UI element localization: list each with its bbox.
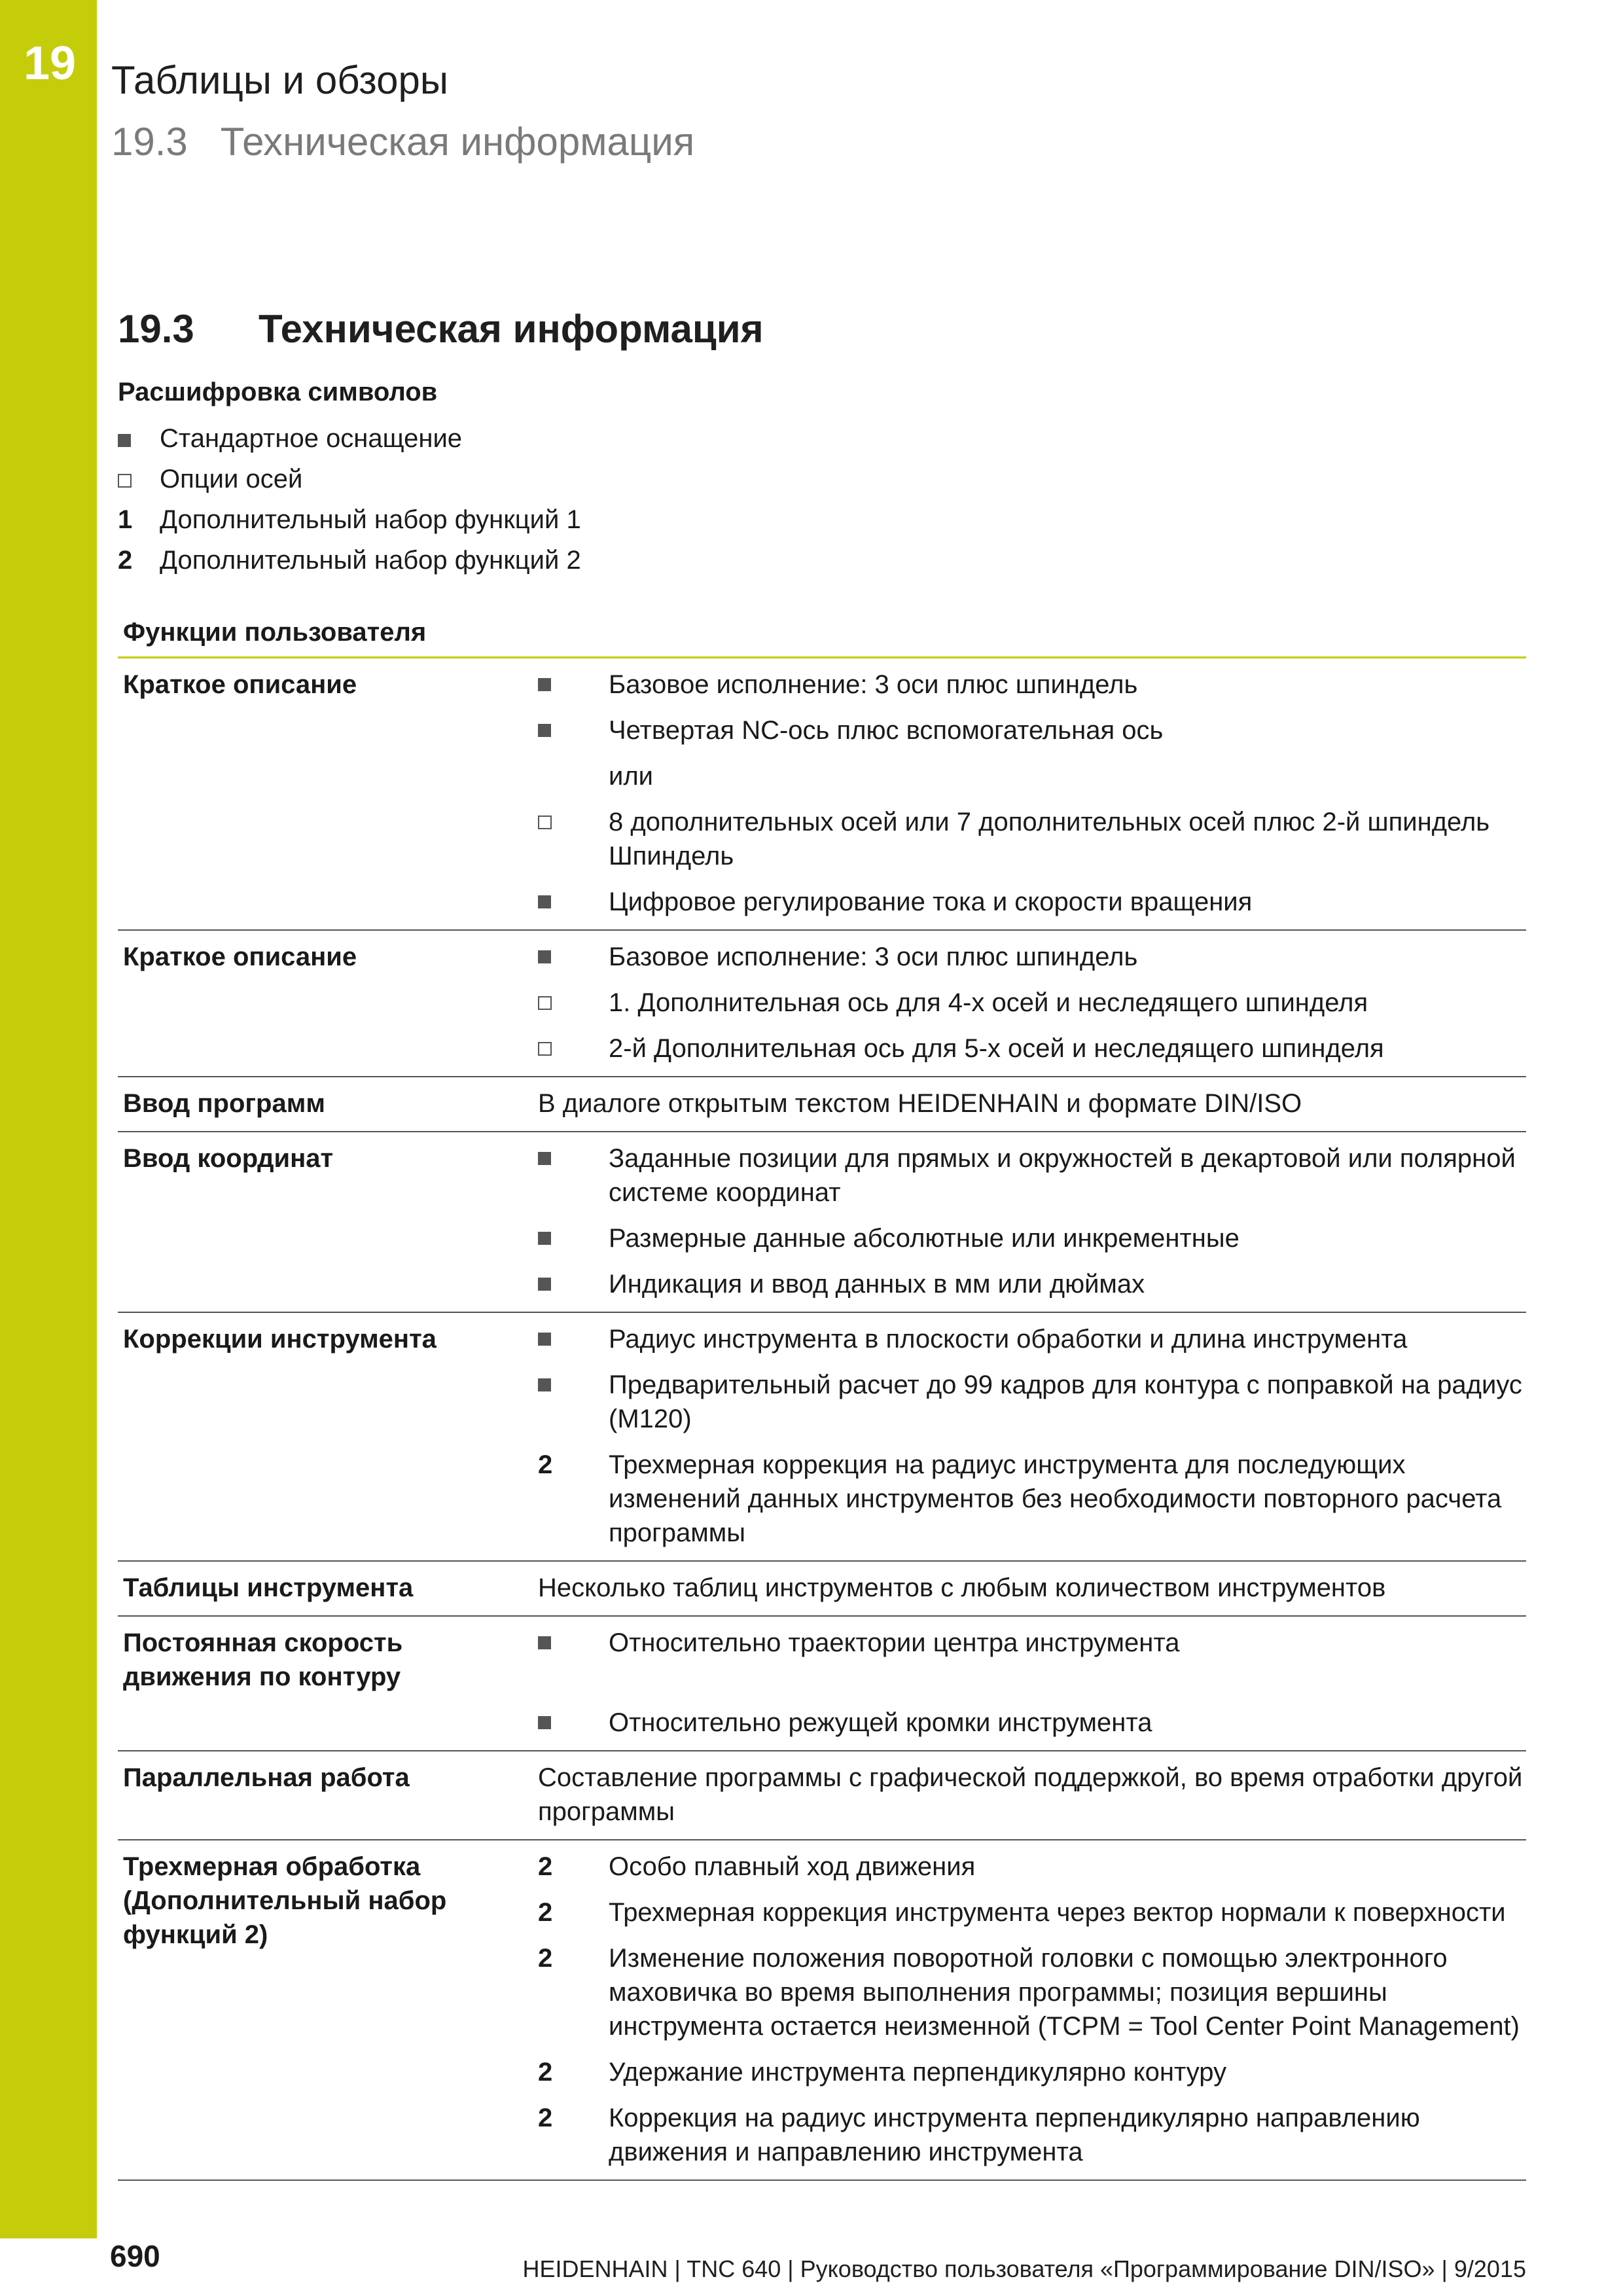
table-row (118, 1562, 1526, 1617)
feature-symbol (538, 986, 609, 1020)
row-body (538, 1761, 1526, 1833)
feature-symbol (538, 1626, 609, 1660)
feature-symbol (538, 668, 609, 702)
option-number-marker: 2 (538, 2058, 553, 2087)
feature-text: Относительно траектории центра инструмента (609, 1628, 1180, 1657)
row-body (538, 940, 1526, 1069)
feature-item (538, 1448, 1526, 1550)
filled-square-icon (538, 895, 551, 908)
legend-text: Дополнительный набор функций 2 (160, 546, 581, 575)
legend-symbol (118, 505, 160, 535)
feature-symbol (538, 805, 609, 839)
feature-text: 2-й Дополнительная ось для 5-х осей и неследящего шпинделя (609, 1034, 1384, 1063)
filled-square-icon (538, 1716, 551, 1729)
option-number-marker: 2 (538, 2104, 553, 2132)
feature-item (538, 940, 1526, 974)
chapter-sidebar (0, 0, 97, 2238)
feature-item (538, 713, 1526, 747)
row-label: Таблицы инструмента (123, 1573, 414, 1602)
option-number-marker: 2 (538, 1898, 553, 1927)
feature-item (538, 668, 1526, 702)
open-square-icon (538, 816, 552, 829)
row-label: Ввод координат (123, 1144, 334, 1173)
table-row (118, 1313, 1526, 1562)
legend-text: Дополнительный набор функций 1 (160, 505, 581, 534)
feature-symbol (538, 1368, 609, 1402)
feature-item (538, 986, 1526, 1020)
feature-item (538, 1941, 1526, 2043)
option-number-marker: 2 (118, 546, 133, 575)
feature-item (538, 885, 1526, 919)
feature-text: Коррекция на радиус инструмента перпендикулярно направлению движения и направлению инструмента (609, 2104, 1420, 2166)
feature-item (538, 1850, 1526, 1884)
feature-symbol (538, 940, 609, 974)
feature-symbol (538, 1322, 609, 1356)
feature-text: 8 дополнительных осей или 7 дополнительных осей плюс 2-й шпиндель Шпиндель (609, 808, 1490, 870)
feature-symbol (538, 1941, 609, 1975)
feature-symbol (538, 1267, 609, 1301)
section-number: 19.3 (118, 307, 194, 351)
row-label: Краткое описание (123, 670, 357, 699)
row-label: Параллельная работа (123, 1763, 410, 1792)
legend-item (118, 424, 1526, 465)
feature-item (538, 759, 1526, 793)
legend-title: Расшифровка символов (118, 378, 438, 406)
feature-symbol (538, 1850, 609, 1884)
filled-square-icon (538, 724, 551, 737)
feature-symbol (538, 885, 609, 919)
feature-text: Заданные позиции для прямых и окружностей в декартовой или полярной системе координат (609, 1144, 1516, 1207)
section-heading (118, 306, 1526, 351)
page-content (118, 306, 1526, 2181)
feature-item (538, 1267, 1526, 1301)
footer-text: HEIDENHAIN | TNC 640 | Руководство пользователя «Программирование DIN/ISO» | 9/2015 (522, 2255, 1526, 2282)
legend-text: Стандартное оснащение (160, 424, 463, 453)
feature-text: Предварительный расчет до 99 кадров для контура с поправкой на радиус (M120) (609, 1371, 1522, 1433)
option-number-marker: 2 (538, 1944, 553, 1973)
feature-symbol (538, 2101, 609, 2135)
feature-symbol (538, 1895, 609, 1929)
feature-text: Четвертая NC-ось плюс вспомогательная ось (609, 716, 1164, 745)
filled-square-icon (538, 1333, 551, 1346)
row-body (538, 668, 1526, 923)
row-label: Ввод программ (123, 1089, 325, 1118)
filled-square-icon (538, 1278, 551, 1291)
feature-text: Трехмерная коррекция на радиус инструмента для последующих изменений данных инструментов без необходимости повторного расчета программы (609, 1450, 1502, 1547)
feature-item (538, 2101, 1526, 2169)
feature-symbol (538, 1448, 609, 1482)
feature-item (538, 1221, 1526, 1255)
legend-symbol (118, 546, 160, 575)
feature-text: или (609, 762, 654, 791)
table-heading: Функции пользователя (118, 618, 1526, 658)
row-label: Краткое описание (123, 942, 357, 971)
feature-text: Цифровое регулирование тока и скорости вращения (609, 888, 1253, 916)
feature-item (538, 1368, 1526, 1436)
table-row (118, 1840, 1526, 2181)
option-number-marker: 2 (538, 1852, 553, 1881)
row-label: Коррекции инструмента (123, 1325, 437, 1354)
legend-item (118, 465, 1526, 505)
option-number-marker: 2 (538, 1450, 553, 1479)
row-body (538, 1141, 1526, 1305)
section-subtitle: 19.3 Техническая информация (111, 120, 695, 164)
row-label: Постоянная скорость движения по контуру (123, 1628, 403, 1691)
feature-item (538, 805, 1526, 873)
row-body (538, 1322, 1526, 1554)
chapter-number: 19 (24, 37, 77, 90)
feature-text: Удержание инструмента перпендикулярно контуру (609, 2058, 1227, 2087)
filled-square-icon (538, 1636, 551, 1649)
feature-text: Изменение положения поворотной головки с помощью электронного маховичка во время выполнения программы; позиция вершины инструмента остается неизменной (TCPM = Tool Center Point Management) (609, 1944, 1520, 2041)
filled-square-icon (538, 678, 551, 691)
section-title: Техническая информация (259, 307, 764, 351)
feature-text: Радиус инструмента в плоскости обработки и длина инструмента (609, 1325, 1408, 1354)
legend-text: Опции осей (160, 465, 303, 493)
legend-item (118, 546, 1526, 586)
row-text: В диалоге открытым текстом HEIDENHAIN и формате DIN/ISO (538, 1089, 1302, 1118)
chapter-title: Таблицы и обзоры (111, 58, 448, 102)
feature-item (538, 1895, 1526, 1929)
table-row (118, 658, 1526, 931)
legend-symbol (118, 434, 160, 447)
row-label: Трехмерная обработка (Дополнительный набор функций 2) (123, 1852, 447, 1949)
feature-text: Особо плавный ход движения (609, 1852, 976, 1881)
feature-item (538, 1626, 1526, 1660)
feature-text: Базовое исполнение: 3 оси плюс шпиндель (609, 942, 1138, 971)
open-square-icon (538, 1042, 552, 1056)
feature-text: Индикация и ввод данных в мм или дюймах (609, 1270, 1145, 1299)
row-body (538, 1626, 1526, 1744)
feature-symbol (538, 2055, 609, 2089)
filled-square-icon (538, 950, 551, 963)
filled-square-icon (538, 1378, 551, 1391)
filled-square-icon (538, 1152, 551, 1165)
filled-square-icon (118, 434, 131, 447)
feature-item (538, 2055, 1526, 2089)
feature-symbol (538, 1706, 609, 1740)
feature-symbol (538, 713, 609, 747)
feature-text: Относительно режущей кромки инструмента (609, 1708, 1152, 1737)
feature-text: 1. Дополнительная ось для 4-х осей и неследящего шпинделя (609, 988, 1368, 1017)
feature-item (538, 1322, 1526, 1356)
row-text: Несколько таблиц инструментов с любым количеством инструментов (538, 1573, 1386, 1602)
legend-symbol (118, 474, 160, 488)
table-row (118, 931, 1526, 1077)
feature-item (538, 1031, 1526, 1066)
table-row (118, 1077, 1526, 1132)
table-row (118, 1132, 1526, 1313)
feature-symbol (538, 1221, 609, 1255)
legend-item (118, 505, 1526, 546)
row-body (538, 1571, 1526, 1609)
open-square-icon (118, 474, 132, 488)
row-text: Составление программы с графической поддержкой, во время отработки другой программы (538, 1763, 1523, 1826)
open-square-icon (538, 996, 552, 1010)
feature-symbol (538, 1031, 609, 1066)
table-row (118, 1617, 1526, 1751)
feature-text: Трехмерная коррекция инструмента через вектор нормали к поверхности (609, 1898, 1506, 1927)
feature-item (538, 1706, 1526, 1740)
row-body (538, 1850, 1526, 2173)
feature-symbol (538, 1141, 609, 1175)
filled-square-icon (538, 1232, 551, 1245)
table-row (118, 1751, 1526, 1840)
feature-text: Базовое исполнение: 3 оси плюс шпиндель (609, 670, 1138, 699)
option-number-marker: 1 (118, 505, 133, 534)
feature-item (538, 1141, 1526, 1210)
legend-list (118, 424, 1526, 586)
row-body (538, 1086, 1526, 1124)
feature-table (118, 658, 1526, 2181)
page-number: 690 (110, 2239, 160, 2273)
feature-text: Размерные данные абсолютные или инкрементные (609, 1224, 1240, 1253)
